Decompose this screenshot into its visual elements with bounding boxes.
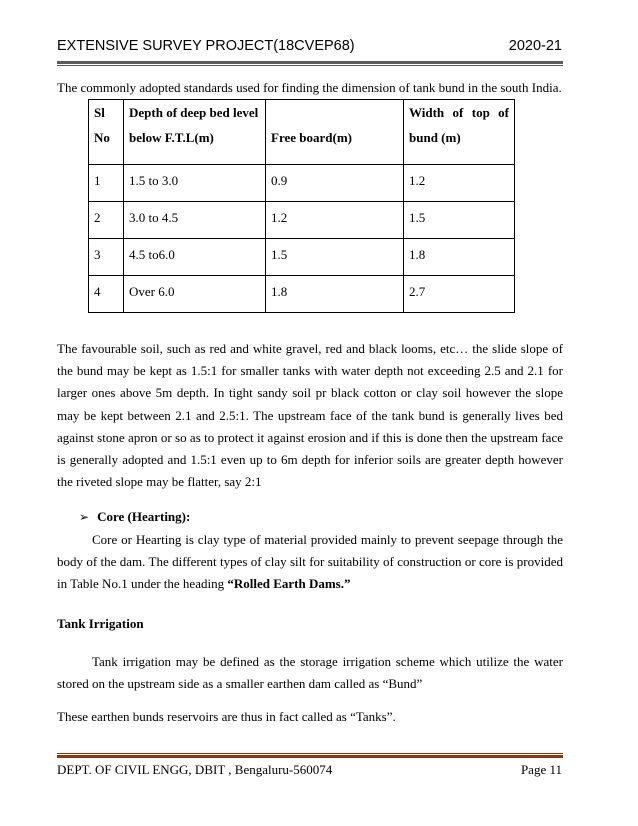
core-paragraph: Core or Hearting is clay type of material provided mainly to prevent seepage through the body of the dam. The different types of clay silt for suitability of construction or core is provided in Table No.1 under the heading “Rolled Earth Dams.”: [57, 532, 563, 592]
table-header-row: [89, 100, 515, 165]
header-title: EXTENSIVE SURVEY PROJECT(18CVEP68): [57, 38, 355, 54]
cell-width: 1.5: [404, 202, 515, 239]
header-width: Width of top of bund (m): [404, 100, 515, 165]
table-row: [89, 276, 515, 313]
cell-free-board: 0.9: [266, 165, 404, 202]
rolled-earth-dams-ref: “Rolled Earth Dams.”: [227, 576, 351, 592]
cell-free-board: 1.5: [266, 239, 404, 276]
cell-free-board: 1.2: [266, 202, 404, 239]
cell-free-board: 1.8: [266, 276, 404, 313]
intro-text: The commonly adopted standards used for finding the dimension of tank bund in the south India.: [57, 80, 562, 95]
cell-depth: 4.5 to6.0: [124, 239, 266, 276]
header-rule: [57, 61, 563, 66]
header-depth: Depth of deep bed level below F.T.L(m): [124, 100, 266, 165]
header-sl: Sl No: [89, 100, 124, 165]
table-row: [89, 202, 515, 239]
cell-depth: Over 6.0: [124, 276, 266, 313]
tank-irrigation-heading: [57, 616, 144, 632]
table-row: [89, 165, 515, 202]
cell-sl: 2: [89, 202, 124, 239]
arrow-bullet-icon: ➢: [79, 509, 90, 524]
tanks-paragraph: These earthen bunds reservoirs are thus in fact called as “Tanks”.: [57, 709, 396, 724]
cell-sl: 3: [89, 239, 124, 276]
tank-irrigation-paragraph: Tank irrigation may be defined as the storage irrigation scheme which utilize the water stored on the upstream side as a smaller earthen dam called as “Bund”: [57, 654, 563, 692]
table-row: [89, 239, 515, 276]
cell-sl: 4: [89, 276, 124, 313]
core-heading: [79, 509, 190, 525]
cell-width: 2.7: [404, 276, 515, 313]
standards-table: [88, 99, 515, 313]
header-year: 2020-21: [508, 38, 562, 54]
header-free-board: Free board(m): [266, 100, 404, 165]
cell-sl: 1: [89, 165, 124, 202]
tank-heading-text: Tank Irrigation: [57, 616, 144, 631]
cell-width: 1.2: [404, 165, 515, 202]
cell-depth: 1.5 to 3.0: [124, 165, 266, 202]
soil-slope-paragraph: The favourable soil, such as red and white gravel, red and black looms, etc… the slide slope of the bund may be kept as 1.5:1 for smaller tanks with water depth not exceeding 2.5 and 2.1 for larger ones above 5m depth. In tight sandy soil pr black cotton or clay soil however the slope may be kept between 2.1 and 2.5:1. The upstream face of the tank bund is generally lives bed against stone apron or so as to protect it against erosion and if this is done then the upstream face is generally adopted and 1.5:1 even up to 6m depth for inferior soils are greater depth however the riveted slope may be flatter, say 2:1: [57, 341, 563, 490]
cell-depth: 3.0 to 4.5: [124, 202, 266, 239]
core-heading-text: Core (Hearting):: [97, 509, 191, 524]
page-header: [57, 38, 562, 54]
page-footer: [57, 762, 562, 778]
cell-width: 1.8: [404, 239, 515, 276]
page-number: Page 11: [520, 762, 562, 777]
footer-rule: [57, 753, 563, 758]
footer-dept: DEPT. OF CIVIL ENGG, DBIT , Bengaluru-560074: [57, 762, 333, 777]
